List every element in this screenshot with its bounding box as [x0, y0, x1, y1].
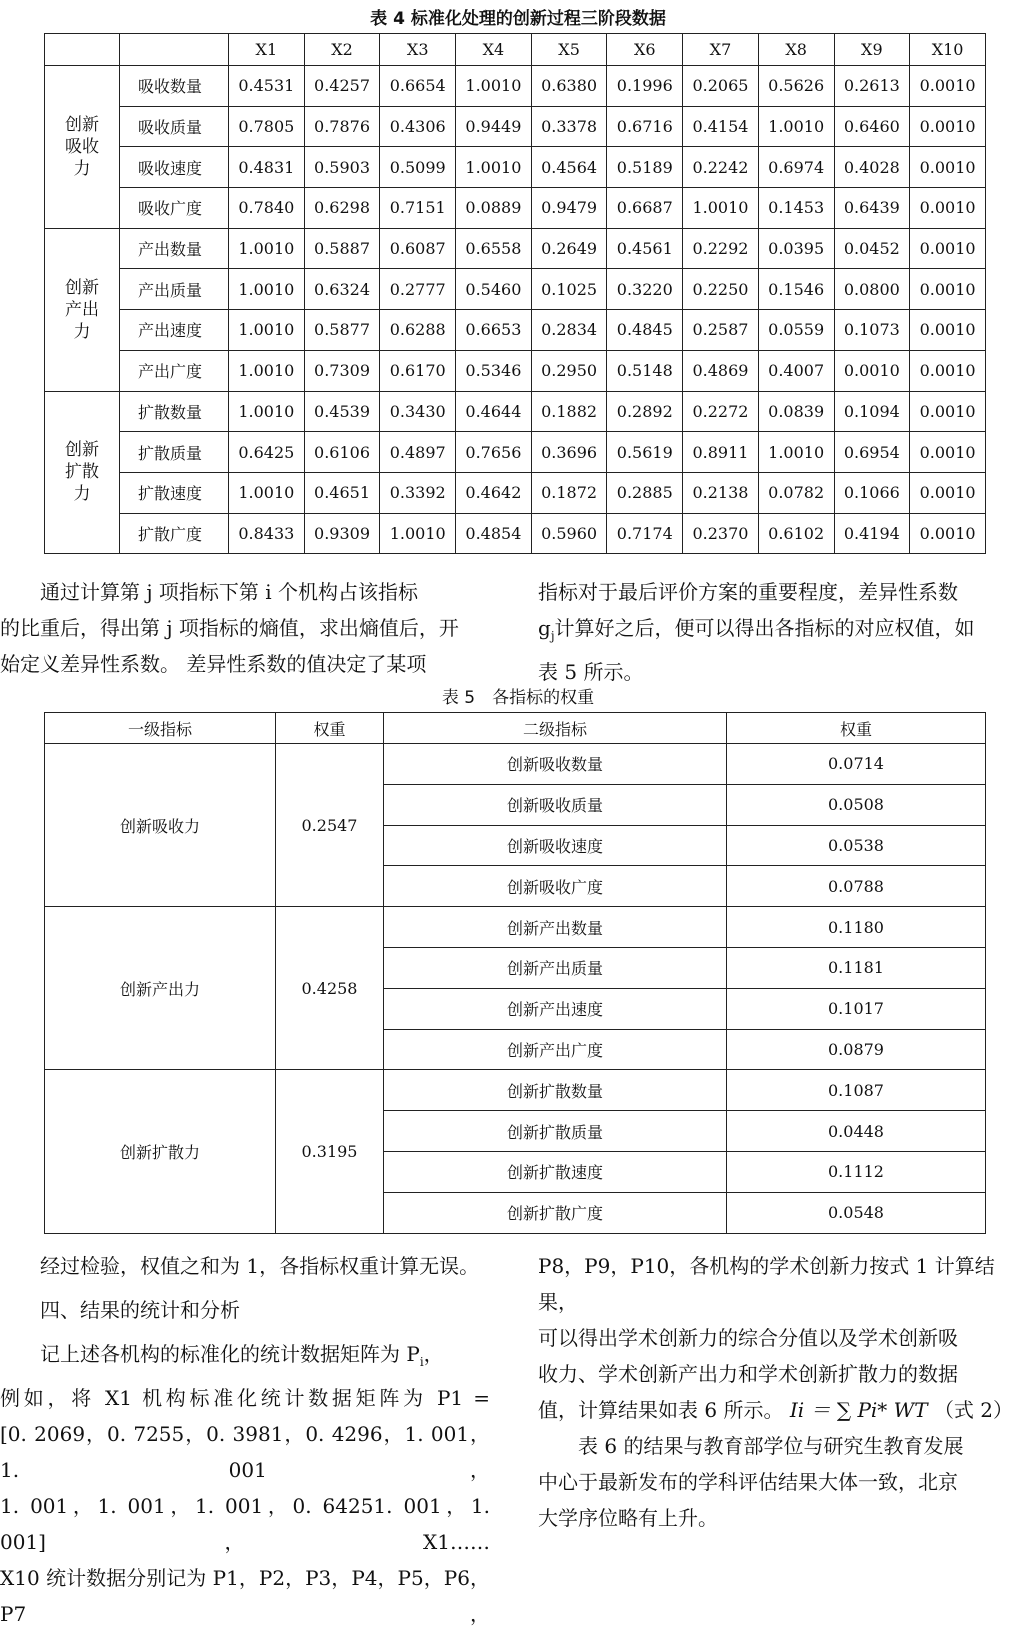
table4-row-label: 产出速度 [120, 310, 229, 351]
table4-cell: 1.0010 [229, 350, 305, 391]
table4-cell: 0.2892 [607, 391, 683, 432]
table4-cell: 0.0800 [834, 269, 910, 310]
table4-group-label: 创新吸收力 [45, 66, 120, 229]
table4-row-label: 扩散广度 [120, 513, 229, 554]
table4-cell: 1.0010 [456, 147, 532, 188]
table4-cell: 0.2649 [531, 228, 607, 269]
text-fragment: 计算好之后，便可以得出各指标的对应权值，如 [554, 616, 975, 640]
table4-cell: 0.0010 [834, 350, 910, 391]
table4-corner-cell [45, 34, 120, 66]
table4-cell: 0.3378 [531, 106, 607, 147]
table4-cell: 0.5877 [304, 310, 380, 351]
table4-cell: 0.4831 [229, 147, 305, 188]
table4-row [45, 350, 986, 391]
table5-level1-label: 创新产出力 [45, 907, 276, 1070]
table4-row-label: 吸收速度 [120, 147, 229, 188]
table4-corner-cell [120, 34, 229, 66]
subscript: j [550, 629, 555, 643]
table5-row [45, 907, 986, 948]
table5-level2-label: 创新扩散速度 [384, 1151, 727, 1192]
table4-cell: 0.4531 [229, 66, 305, 107]
table4-cell: 0.6106 [304, 432, 380, 473]
table4-cell: 0.0889 [456, 188, 532, 229]
table4-cell: 0.0010 [910, 432, 986, 473]
subscript: i [419, 1355, 424, 1369]
table4-row-label: 吸收质量 [120, 106, 229, 147]
table4-cell: 0.4854 [456, 513, 532, 554]
table4-cell: 0.4845 [607, 310, 683, 351]
text-line: 1. 001，1. 001，1. 001，0. 64251. 001，1. 001]，X1…… [0, 1494, 490, 1554]
text-line: X10 统计数据分别记为 P1，P2，P3，P4，P5，P6，P7， [0, 1566, 490, 1626]
text-line: 始定义差异性系数。 差异性系数的值决定了某项 [0, 652, 427, 676]
table5-level1-label: 创新扩散力 [45, 1070, 276, 1233]
table4-cell: 0.6170 [380, 350, 456, 391]
table4-cell: 0.2292 [683, 228, 759, 269]
table5-level2-weight: 0.0538 [727, 825, 986, 866]
table4-cell: 0.5887 [304, 228, 380, 269]
table4-cell: 0.3220 [607, 269, 683, 310]
table4-cell: 0.1066 [834, 472, 910, 513]
table4-cell: 0.4154 [683, 106, 759, 147]
table4-group-label: 创新扩散力 [45, 391, 120, 554]
table4-cell: 0.4007 [758, 350, 834, 391]
table4-cell: 0.5619 [607, 432, 683, 473]
text-line [0, 1336, 490, 1380]
table4-cell: 0.6288 [380, 310, 456, 351]
table5-level2-weight: 0.1112 [727, 1151, 986, 1192]
table4-cell: 0.1025 [531, 269, 607, 310]
table4-row [45, 432, 986, 473]
table5-level2-label: 创新吸收数量 [384, 744, 727, 785]
table4-cell: 0.6380 [531, 66, 607, 107]
table4-cell: 0.2834 [531, 310, 607, 351]
table5-row [45, 1070, 986, 1111]
table4-cell: 1.0010 [758, 432, 834, 473]
table5-level1-label: 创新吸收力 [45, 744, 276, 907]
table4-cell: 0.7840 [229, 188, 305, 229]
table4-cell: 0.3392 [380, 472, 456, 513]
table5-level2-weight: 0.0714 [727, 744, 986, 785]
table4-col-header: X3 [380, 34, 456, 66]
table4-cell: 0.2370 [683, 513, 759, 554]
table4-cell: 0.7174 [607, 513, 683, 554]
table5-header-row [45, 713, 986, 744]
table5-level2-label: 创新产出广度 [384, 1029, 727, 1070]
table4-cell: 0.5960 [531, 513, 607, 554]
table4-col-header: X2 [304, 34, 380, 66]
table4-cell: 1.0010 [229, 269, 305, 310]
table4-cell: 0.6654 [380, 66, 456, 107]
table4-row-label: 产出质量 [120, 269, 229, 310]
table4-cell: 0.2885 [607, 472, 683, 513]
table4-cell: 0.4028 [834, 147, 910, 188]
table4-cell: 0.0839 [758, 391, 834, 432]
table5-col-header: 一级指标 [45, 713, 276, 744]
table4-cell: 0.4869 [683, 350, 759, 391]
table5-level2-weight: 0.1181 [727, 947, 986, 988]
table4-cell: 1.0010 [683, 188, 759, 229]
table4-row-label: 扩散数量 [120, 391, 229, 432]
table4-row [45, 269, 986, 310]
table4-cell: 1.0010 [380, 513, 456, 554]
table5-level2-label: 创新产出速度 [384, 988, 727, 1029]
text-line: 表 6 的结果与教育部学位与研究生教育发展 [578, 1434, 964, 1458]
table4-cell: 0.1453 [758, 188, 834, 229]
table5-body [45, 744, 986, 1234]
table5-level2-label: 创新吸收速度 [384, 825, 727, 866]
table4-cell: 0.7309 [304, 350, 380, 391]
table4-row-label: 吸收数量 [120, 66, 229, 107]
table4-cell: 0.1546 [758, 269, 834, 310]
table4-cell: 0.0010 [910, 188, 986, 229]
table5-level1-weight: 0.3195 [276, 1070, 384, 1233]
table4-col-header: X4 [456, 34, 532, 66]
table5-col-header: 二级指标 [384, 713, 727, 744]
table4-cell: 0.0010 [910, 513, 986, 554]
table4-cell: 0.8911 [683, 432, 759, 473]
table5-level2-weight: 0.0548 [727, 1192, 986, 1233]
table4-cell: 0.1882 [531, 391, 607, 432]
table4-row [45, 391, 986, 432]
table4-cell: 0.0782 [758, 472, 834, 513]
table4-col-header: X7 [683, 34, 759, 66]
bottom-left-column [0, 1248, 490, 1632]
text-line: 指标对于最后评价方案的重要程度，差异性系数 [538, 580, 958, 604]
table4-cell: 1.0010 [229, 228, 305, 269]
table5-level2-label: 创新吸收广度 [384, 866, 727, 907]
table4-cell: 0.0452 [834, 228, 910, 269]
table4-header-row [45, 34, 986, 66]
text-line: 大学序位略有上升。 [538, 1506, 718, 1530]
table4-cell: 0.0010 [910, 472, 986, 513]
table4-col-header: X5 [531, 34, 607, 66]
table4-col-header: X10 [910, 34, 986, 66]
table4-cell: 0.0395 [758, 228, 834, 269]
table4-cell: 0.2950 [531, 350, 607, 391]
text-fragment: 值，计算结果如表 6 所示。 [538, 1398, 784, 1422]
table4-row [45, 188, 986, 229]
table4-cell: 0.2272 [683, 391, 759, 432]
table4-cell: 0.6425 [229, 432, 305, 473]
table4-cell: 0.4539 [304, 391, 380, 432]
table5-level2-weight: 0.1087 [727, 1070, 986, 1111]
table5-row [45, 744, 986, 785]
table4-cell: 0.4642 [456, 472, 532, 513]
table4-cell: 0.6439 [834, 188, 910, 229]
table4-row [45, 147, 986, 188]
table4-cell: 0.0010 [910, 147, 986, 188]
table4-row [45, 310, 986, 351]
table4-cell: 0.1073 [834, 310, 910, 351]
table4 [44, 33, 986, 554]
table4-cell: 1.0010 [229, 472, 305, 513]
table4-cell: 0.2587 [683, 310, 759, 351]
table5-caption: 表 5 各指标的权重 [441, 688, 595, 708]
table4-cell: 0.3696 [531, 432, 607, 473]
table5-level2-label: 创新扩散数量 [384, 1070, 727, 1111]
table4-cell: 0.1996 [607, 66, 683, 107]
table4-cell: 0.6324 [304, 269, 380, 310]
bottom-right-column [538, 1248, 1032, 1536]
table4-cell: 0.7656 [456, 432, 532, 473]
text-line [538, 1392, 1032, 1428]
table4-cell: 0.8433 [229, 513, 305, 554]
table5-level2-weight: 0.0448 [727, 1111, 986, 1152]
section-heading: 四、结果的统计和分析 [40, 1298, 240, 1322]
table4-row [45, 513, 986, 554]
table4-cell: 0.5903 [304, 147, 380, 188]
table4-row [45, 66, 986, 107]
table4-col-header: X6 [607, 34, 683, 66]
text-fragment: g [538, 616, 551, 640]
table4-cell: 0.6687 [607, 188, 683, 229]
table4-cell: 0.2242 [683, 147, 759, 188]
table4-cell: 0.7151 [380, 188, 456, 229]
table4-row-label: 吸收广度 [120, 188, 229, 229]
table4-cell: 0.5148 [607, 350, 683, 391]
table4-cell: 0.4644 [456, 391, 532, 432]
table5 [44, 712, 986, 1234]
table4-cell: 0.4897 [380, 432, 456, 473]
text-line [538, 610, 1032, 654]
text-line: 的比重后，得出第 j 项指标的熵值，求出熵值后，开 [0, 616, 459, 640]
table4-cell: 0.5189 [607, 147, 683, 188]
table4-cell: 0.6954 [834, 432, 910, 473]
table4-cell: 0.6558 [456, 228, 532, 269]
table4-row-label: 产出广度 [120, 350, 229, 391]
text-fragment: 记上述各机构的标准化的统计数据矩阵为 P [40, 1342, 420, 1366]
text-fragment: ， [423, 1342, 444, 1366]
table4-cell: 0.0010 [910, 391, 986, 432]
text-line: 收力、学术创新产出力和学术创新扩散力的数据 [538, 1362, 958, 1386]
table4-cell: 0.9479 [531, 188, 607, 229]
text-line: P8，P9，P10，各机构的学术创新力按式 1 计算结果， [538, 1254, 995, 1314]
table4-row-label: 扩散速度 [120, 472, 229, 513]
table4-cell: 1.0010 [229, 391, 305, 432]
table4-cell: 0.2138 [683, 472, 759, 513]
formula: Ii ＝ ∑ Pi* WT [789, 1398, 928, 1422]
table4-cell: 0.5099 [380, 147, 456, 188]
table5-level2-weight: 0.1180 [727, 907, 986, 948]
table4-cell: 0.2613 [834, 66, 910, 107]
table5-level2-label: 创新产出数量 [384, 907, 727, 948]
table4-cell: 0.4561 [607, 228, 683, 269]
table4-cell: 0.2065 [683, 66, 759, 107]
text-line: 中心于最新发布的学科评估结果大体一致，北京 [538, 1470, 958, 1494]
table4-cell: 1.0010 [456, 66, 532, 107]
table5-level2-weight: 0.0879 [727, 1029, 986, 1070]
table4-cell: 0.2777 [380, 269, 456, 310]
table4-cell: 0.5346 [456, 350, 532, 391]
table4-cell: 0.2250 [683, 269, 759, 310]
table4-cell: 0.7805 [229, 106, 305, 147]
text-line: 例如，将 X1 机构标准化统计数据矩阵为 P1 = [0, 1386, 490, 1410]
table4-row [45, 472, 986, 513]
paragraph-left [0, 574, 490, 682]
text-line: 经过检验，权值之和为 1，各指标权重计算无误。 [40, 1254, 480, 1278]
text-line: 通过计算第 j 项指标下第 i 个机构占该指标 [40, 580, 419, 604]
table5-level2-label: 创新扩散质量 [384, 1111, 727, 1152]
table4-cell: 0.4194 [834, 513, 910, 554]
text-line: 表 5 所示。 [538, 660, 644, 684]
paragraph-right [538, 574, 1032, 690]
table4-cell: 0.3430 [380, 391, 456, 432]
table4-cell: 0.6974 [758, 147, 834, 188]
table4-cell: 0.0010 [910, 269, 986, 310]
table5-level2-label: 创新产出质量 [384, 947, 727, 988]
table4-cell: 0.4651 [304, 472, 380, 513]
table4-cell: 0.6298 [304, 188, 380, 229]
table5-col-header: 权重 [727, 713, 986, 744]
table4-col-header: X8 [758, 34, 834, 66]
table4-cell: 0.6716 [607, 106, 683, 147]
table5-level2-weight: 0.0508 [727, 784, 986, 825]
table4-cell: 0.0559 [758, 310, 834, 351]
table4-cell: 0.0010 [910, 310, 986, 351]
table5-level2-label: 创新扩散广度 [384, 1192, 727, 1233]
table4-cell: 0.5460 [456, 269, 532, 310]
table4-caption: 表 4 标准化处理的创新过程三阶段数据 [370, 9, 666, 29]
table5-level2-weight: 0.1017 [727, 988, 986, 1029]
table4-col-header: X9 [834, 34, 910, 66]
table4-cell: 0.1872 [531, 472, 607, 513]
table4-row-label: 扩散质量 [120, 432, 229, 473]
table4-row [45, 106, 986, 147]
table4-cell: 0.4306 [380, 106, 456, 147]
table4-row-label: 产出数量 [120, 228, 229, 269]
formula-tag: （式 2） [933, 1398, 1014, 1422]
table4-cell: 1.0010 [758, 106, 834, 147]
table4-cell: 0.4257 [304, 66, 380, 107]
table4-cell: 0.0010 [910, 228, 986, 269]
table4-body [45, 66, 986, 554]
table4-cell: 0.0010 [910, 66, 986, 107]
table5-level1-weight: 0.4258 [276, 907, 384, 1070]
table4-col-header: X1 [229, 34, 305, 66]
table4-cell: 0.6102 [758, 513, 834, 554]
table5-level1-weight: 0.2547 [276, 744, 384, 907]
table4-cell: 0.6460 [834, 106, 910, 147]
table4-cell: 0.9449 [456, 106, 532, 147]
table4-cell: 0.0010 [910, 350, 986, 391]
text-line: 可以得出学术创新力的综合分值以及学术创新吸 [538, 1326, 958, 1350]
table5-col-header: 权重 [276, 713, 384, 744]
table4-cell: 0.9309 [304, 513, 380, 554]
table4-group-label: 创新产出力 [45, 228, 120, 391]
text-line: [0. 2069，0. 7255，0. 3981，0. 4296，1. 001，1. 001， [0, 1422, 490, 1482]
table4-cell: 0.7876 [304, 106, 380, 147]
table4-cell: 0.1094 [834, 391, 910, 432]
table4-cell: 1.0010 [229, 310, 305, 351]
table4-cell: 0.5626 [758, 66, 834, 107]
table5-level2-weight: 0.0788 [727, 866, 986, 907]
table4-cell: 0.4564 [531, 147, 607, 188]
table5-level2-label: 创新吸收质量 [384, 784, 727, 825]
table4-cell: 0.6653 [456, 310, 532, 351]
table4-cell: 0.0010 [910, 106, 986, 147]
table4-row [45, 228, 986, 269]
table4-cell: 0.6087 [380, 228, 456, 269]
